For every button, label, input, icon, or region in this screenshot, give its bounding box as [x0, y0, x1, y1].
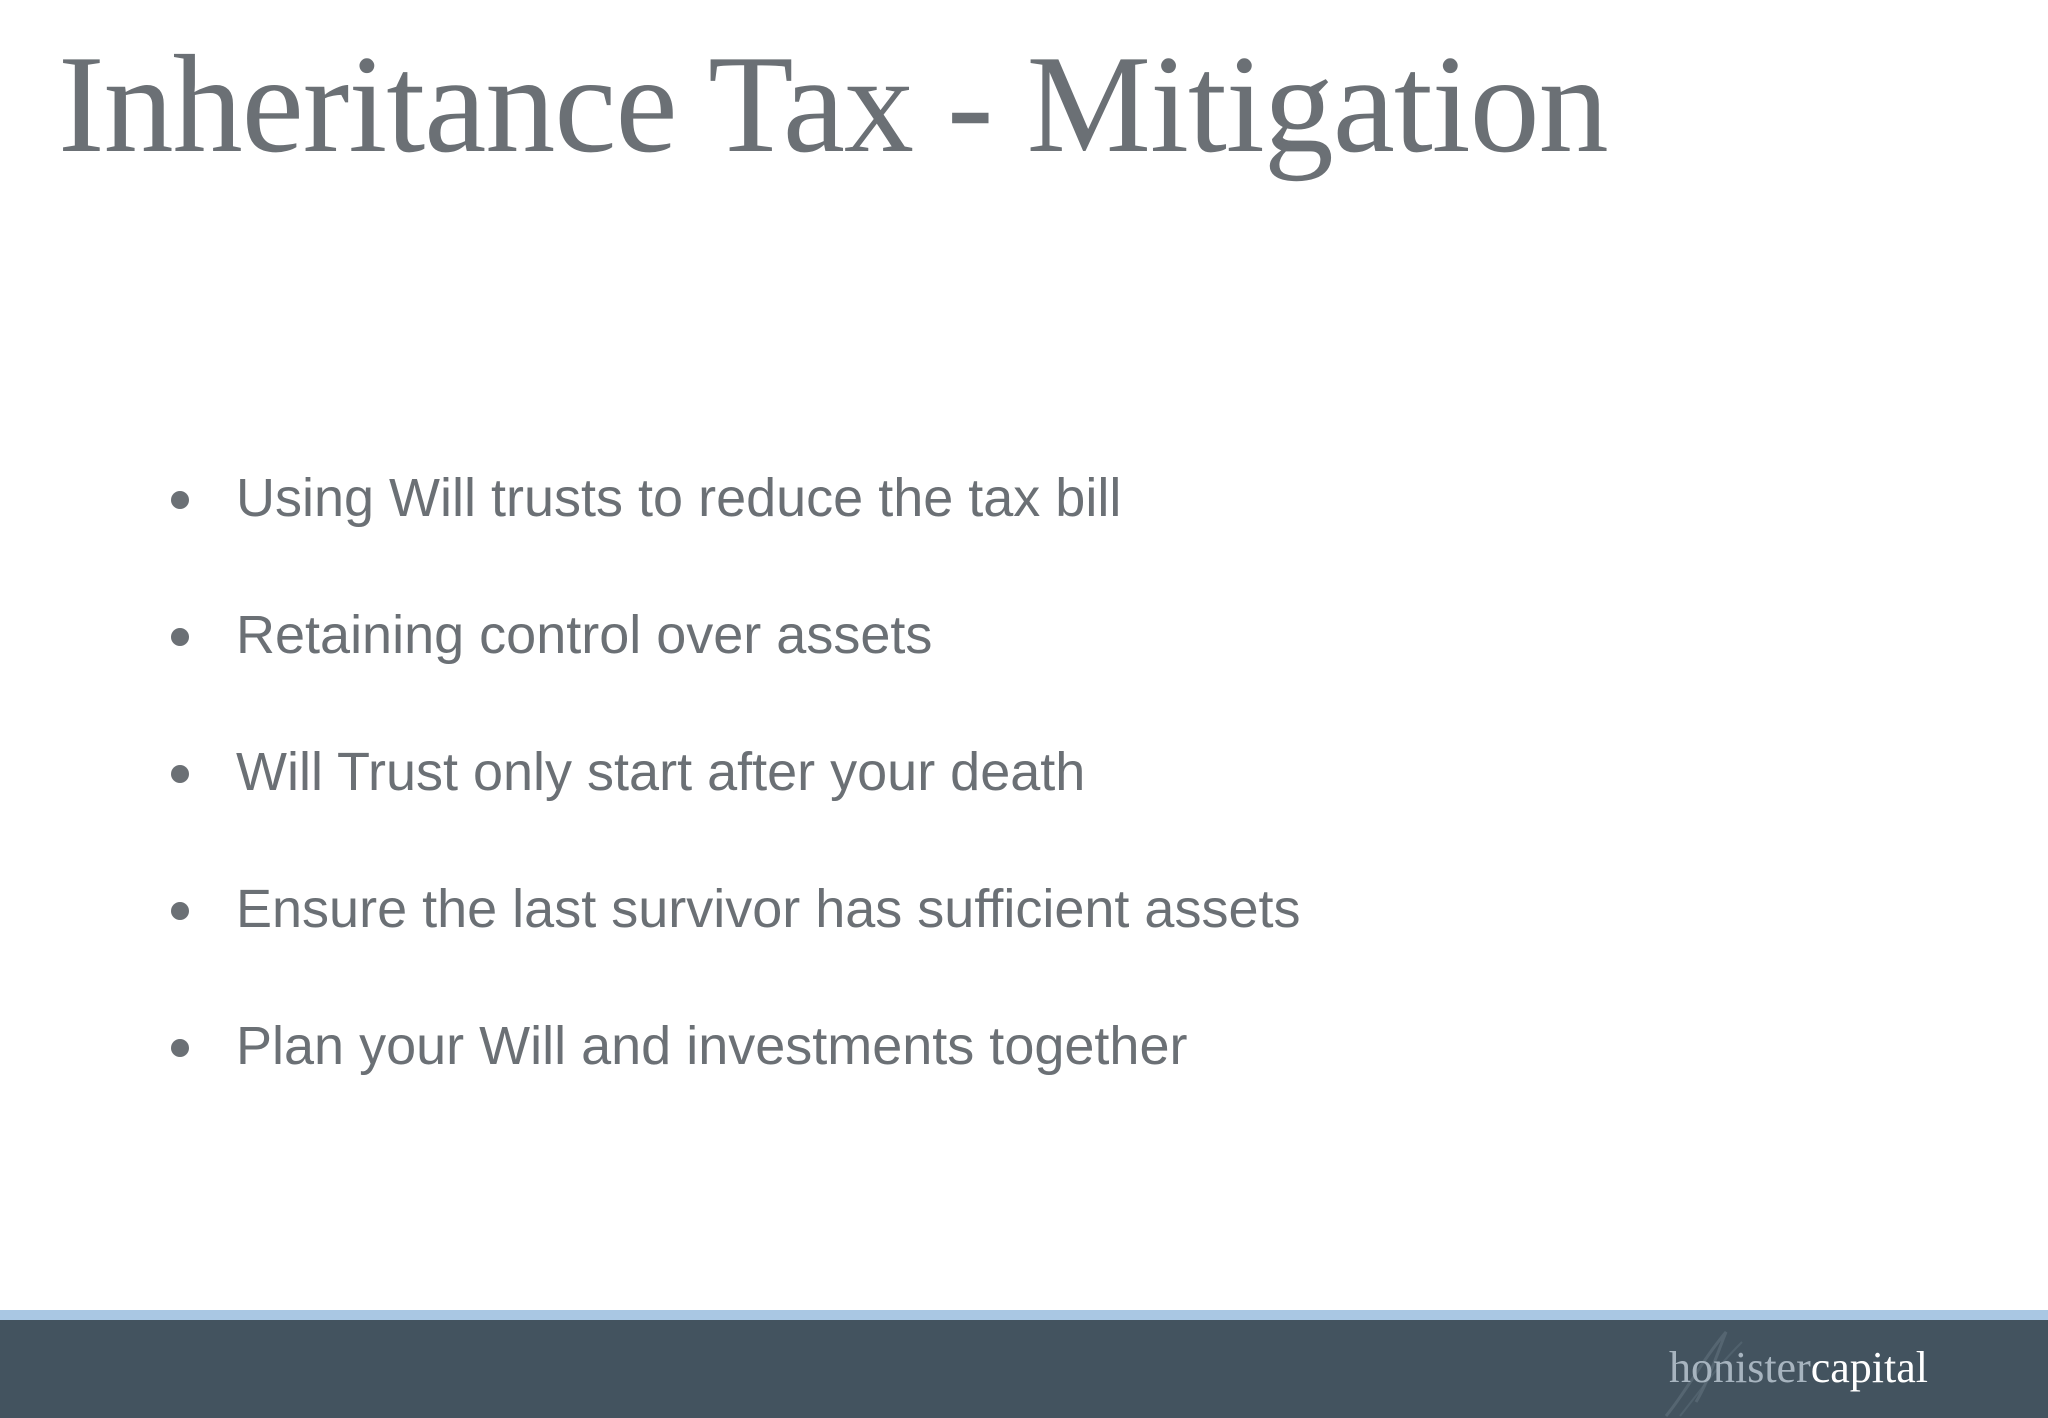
- bullet-text: Retaining control over assets: [236, 605, 933, 665]
- bullet-text: Will Trust only start after your death: [236, 742, 1086, 802]
- bullet-dot-icon: [171, 628, 189, 646]
- logo-text-honister: honister: [1668, 1343, 1811, 1392]
- bullet-text: Ensure the last survivor has sufficient assets: [236, 879, 1301, 939]
- bullet-dot-icon: [171, 1039, 189, 1057]
- slide-title: Inheritance Tax - Mitigation: [58, 27, 1608, 182]
- company-logo: [1668, 1343, 1928, 1392]
- footer-accent-stripe: [0, 1310, 2048, 1320]
- bullet-text: Plan your Will and investments together: [236, 1016, 1188, 1076]
- logo-text-capital: capital: [1810, 1343, 1928, 1392]
- bullet-dot-icon: [171, 765, 189, 783]
- bullet-text: Using Will trusts to reduce the tax bill: [236, 468, 1122, 528]
- bullet-dot-icon: [171, 902, 189, 920]
- bullet-dot-icon: [171, 491, 189, 509]
